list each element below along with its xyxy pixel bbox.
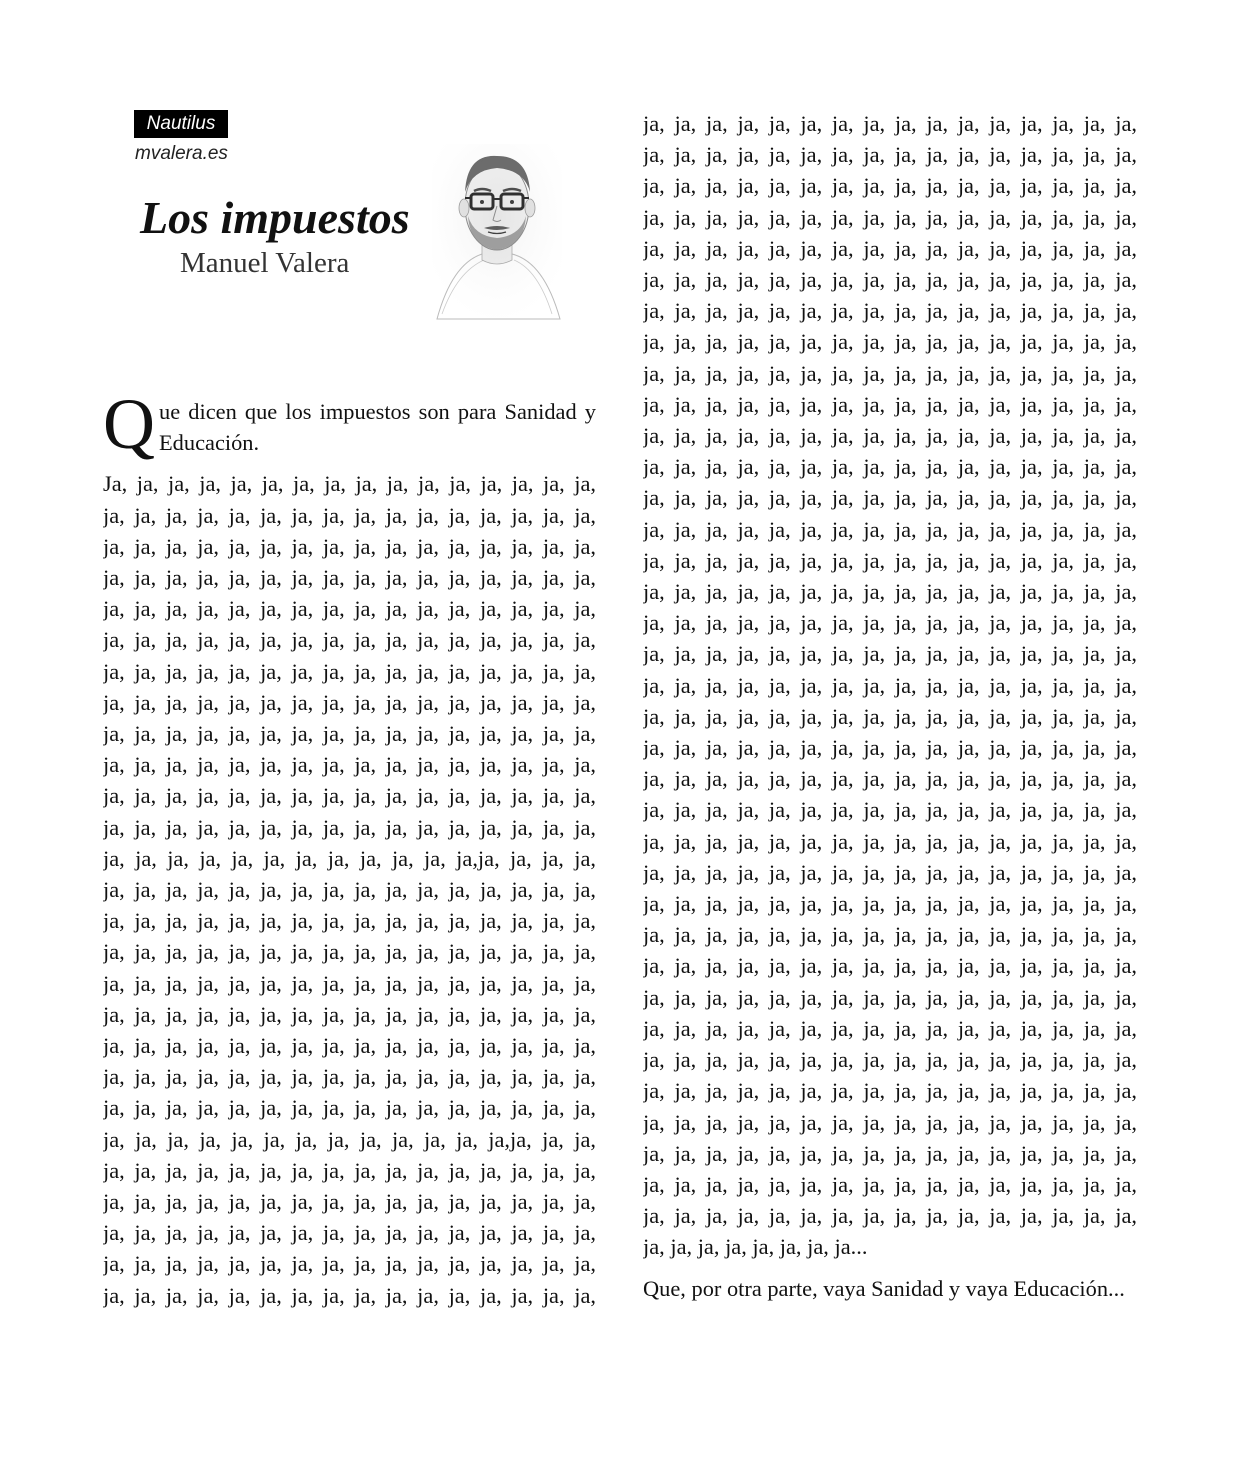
text-line: ja, ja, ja, ja, ja, ja, ja, ja, ja, ja, ja, ja, ja, ja, ja, ja, (103, 877, 596, 903)
drop-cap: Q (103, 384, 155, 464)
text-line: ja, ja, ja, ja, ja, ja, ja, ja, ja, ja, ja, ja, ja, ja, ja, ja, (103, 1189, 596, 1215)
text-line: ja, ja, ja, ja, ja, ja, ja, ja, ja, ja, ja, ja, ja, ja, ja, ja, (643, 859, 1137, 885)
text-line: ja, ja, ja, ja, ja, ja, ja, ja, ja, ja, ja, ja, ja, ja, ja, ja, (103, 1157, 596, 1183)
text-line: ja, ja, ja, ja, ja, ja, ja, ja, ja, ja, ja, ja, ja, ja, ja, ja, (643, 953, 1137, 979)
text-line: ja, ja, ja, ja, ja, ja, ja, ja, ja, ja, ja, ja, ja, ja, ja, ja, (643, 235, 1137, 261)
text-line: ja, ja, ja, ja, ja, ja, ja, ja, ja, ja, ja, ja, ja, ja, ja, ja, (643, 797, 1137, 823)
section-badge: Nautilus (134, 110, 228, 138)
text-line: ja, ja, ja, ja, ja, ja, ja, ja, ja, ja, ja, ja, ja, ja, ja, ja, (103, 1220, 596, 1246)
text-line: ja, ja, ja, ja, ja, ja, ja, ja, ja, ja, ja, ja, ja, ja, ja, ja, (643, 547, 1137, 573)
article-column-left (103, 384, 596, 1311)
text-line: ja, ja, ja, ja, ja, ja, ja, ja, ja, ja, ja, ja,ja, ja, ja, ja, (103, 845, 596, 871)
text-line: ja, ja, ja, ja, ja, ja, ja, ja, ja, ja, ja, ja, ja, ja, ja, ja, (643, 516, 1137, 542)
text-line: ja, ja, ja, ja, ja, ja, ja, ja, ja, ja, ja, ja, ja, ja, ja, ja, (643, 454, 1137, 480)
text-line: ja, ja, ja, ja, ja, ja, ja, ja, ja, ja, ja, ja, ja, ja, ja, ja, (643, 641, 1137, 667)
text-line: ja, ja, ja, ja, ja, ja, ja, ja, ja, ja, ja, ja, ja, ja, ja, ja, (103, 1001, 596, 1027)
text-line: ja, ja, ja, ja, ja, ja, ja, ja, ja, ja, ja, ja, ja, ja, ja, ja, (103, 970, 596, 996)
text-line: ja, ja, ja, ja, ja, ja, ja, ja, ja, ja, ja, ja, ja, ja, ja, ja, (643, 423, 1137, 449)
text-line: ja, ja, ja, ja, ja, ja, ja, ja, ja, ja, ja, ja, ja, ja, ja, ja, (643, 1078, 1137, 1104)
text-line: ja, ja, ja, ja, ja, ja, ja, ja, ja, ja, ja, ja, ja, ja, ja, ja, (643, 984, 1137, 1010)
text-line: ja, ja, ja, ja, ja, ja, ja, ja, ja, ja, ja, ja, ja, ja, ja, ja, (103, 565, 596, 591)
text-line: ja, ja, ja, ja, ja, ja, ja, ja, ja, ja, ja, ja, ja, ja, ja, ja, (103, 1064, 596, 1090)
text-line: ja, ja, ja, ja, ja, ja, ja, ja, ja, ja, ja, ja, ja, ja, ja, ja, (643, 1109, 1137, 1135)
text-line: ja, ja, ja, ja, ja, ja, ja, ja, ja, ja, ja, ja, ja, ja, ja, ja, (643, 1015, 1137, 1041)
text-line: ja, ja, ja, ja, ja, ja, ja, ja, ja, ja, ja, ja, ja,ja, ja, ja, (103, 1126, 596, 1152)
text-line: ja, ja, ja, ja, ja, ja, ja, ja, ja, ja, ja, ja, ja, ja, ja, ja, (103, 783, 596, 809)
text-line: ja, ja, ja, ja, ja, ja, ja, ja, ja, ja, ja, ja, ja, ja, ja, ja, (643, 298, 1137, 324)
text-line: ja, ja, ja, ja, ja, ja, ja, ja, ja, ja, ja, ja, ja, ja, ja, ja, (643, 267, 1137, 293)
text-line: ja, ja, ja, ja, ja, ja, ja, ja, ja, ja, ja, ja, ja, ja, ja, ja, (643, 672, 1137, 698)
text-line: ja, ja, ja, ja, ja, ja, ja, ja, ja, ja, ja, ja, ja, ja, ja, ja, (643, 173, 1137, 199)
text-line: ja, ja, ja, ja, ja, ja, ja, ja, ja, ja, ja, ja, ja, ja, ja, ja, (643, 485, 1137, 511)
text-line: ja, ja, ja, ja, ja, ja, ja, ja, ja, ja, ja, ja, ja, ja, ja, ja, (103, 939, 596, 965)
text-line: ja, ja, ja, ja, ja, ja, ja, ja, ja, ja, ja, ja, ja, ja, ja, ja, (103, 908, 596, 934)
text-line: ja, ja, ja, ja, ja, ja, ja, ja, ja, ja, ja, ja, ja, ja, ja, ja, (643, 828, 1137, 854)
text-line: ja, ja, ja, ja, ja, ja, ja, ja... (643, 1234, 868, 1260)
text-line: ja, ja, ja, ja, ja, ja, ja, ja, ja, ja, ja, ja, ja, ja, ja, ja, (643, 891, 1137, 917)
text-line: ja, ja, ja, ja, ja, ja, ja, ja, ja, ja, ja, ja, ja, ja, ja, ja, (103, 1282, 596, 1308)
text-line: ja, ja, ja, ja, ja, ja, ja, ja, ja, ja, ja, ja, ja, ja, ja, ja, (103, 533, 596, 559)
text-line: ja, ja, ja, ja, ja, ja, ja, ja, ja, ja, ja, ja, ja, ja, ja, ja, (643, 329, 1137, 355)
closing-paragraph: Que, por otra parte, vaya Sanidad y vaya Educación... (643, 1275, 1125, 1301)
text-line: ja, ja, ja, ja, ja, ja, ja, ja, ja, ja, ja, ja, ja, ja, ja, ja, (643, 111, 1137, 136)
text-line: ja, ja, ja, ja, ja, ja, ja, ja, ja, ja, ja, ja, ja, ja, ja, ja, (103, 814, 596, 840)
intro-text: ue dicen que los impuestos son para Sanidad y Educación. (159, 399, 596, 456)
laughter-block-left (103, 468, 596, 1310)
text-line: ja, ja, ja, ja, ja, ja, ja, ja, ja, ja, ja, ja, ja, ja, ja, ja, (643, 1140, 1137, 1166)
author-name: Manuel Valera (180, 247, 350, 279)
text-line: ja, ja, ja, ja, ja, ja, ja, ja, ja, ja, ja, ja, ja, ja, ja, ja, (103, 658, 596, 684)
author-portrait (432, 144, 562, 324)
text-line: ja, ja, ja, ja, ja, ja, ja, ja, ja, ja, ja, ja, ja, ja, ja, ja, (103, 502, 596, 528)
text-line: ja, ja, ja, ja, ja, ja, ja, ja, ja, ja, ja, ja, ja, ja, ja, ja, (103, 627, 596, 653)
article-title: Los impuestos (140, 192, 410, 243)
intro-paragraph (103, 384, 596, 464)
text-line: ja, ja, ja, ja, ja, ja, ja, ja, ja, ja, ja, ja, ja, ja, ja, ja, (643, 579, 1137, 605)
text-line: ja, ja, ja, ja, ja, ja, ja, ja, ja, ja, ja, ja, ja, ja, ja, ja, (643, 360, 1137, 386)
text-line: ja, ja, ja, ja, ja, ja, ja, ja, ja, ja, ja, ja, ja, ja, ja, ja, (103, 1251, 596, 1277)
text-line: ja, ja, ja, ja, ja, ja, ja, ja, ja, ja, ja, ja, ja, ja, ja, ja, (103, 689, 596, 715)
text-line: ja, ja, ja, ja, ja, ja, ja, ja, ja, ja, ja, ja, ja, ja, ja, ja, (643, 922, 1137, 948)
text-line: ja, ja, ja, ja, ja, ja, ja, ja, ja, ja, ja, ja, ja, ja, ja, ja, (643, 1047, 1137, 1073)
laughter-block-right (643, 108, 1137, 1263)
text-line: ja, ja, ja, ja, ja, ja, ja, ja, ja, ja, ja, ja, ja, ja, ja, ja, (643, 766, 1137, 792)
text-line: ja, ja, ja, ja, ja, ja, ja, ja, ja, ja, ja, ja, ja, ja, ja, ja, (103, 1033, 596, 1059)
text-line: ja, ja, ja, ja, ja, ja, ja, ja, ja, ja, ja, ja, ja, ja, ja, ja, (643, 391, 1137, 417)
text-line: ja, ja, ja, ja, ja, ja, ja, ja, ja, ja, ja, ja, ja, ja, ja, ja, (643, 204, 1137, 230)
text-line: Ja, ja, ja, ja, ja, ja, ja, ja, ja, ja, ja, ja, ja, ja, ja, ja, (103, 471, 596, 497)
text-line: ja, ja, ja, ja, ja, ja, ja, ja, ja, ja, ja, ja, ja, ja, ja, ja, (643, 610, 1137, 636)
text-line: ja, ja, ja, ja, ja, ja, ja, ja, ja, ja, ja, ja, ja, ja, ja, ja, (103, 1095, 596, 1121)
text-line: ja, ja, ja, ja, ja, ja, ja, ja, ja, ja, ja, ja, ja, ja, ja, ja, (103, 721, 596, 747)
text-line: ja, ja, ja, ja, ja, ja, ja, ja, ja, ja, ja, ja, ja, ja, ja, ja, (643, 1171, 1137, 1197)
text-line: ja, ja, ja, ja, ja, ja, ja, ja, ja, ja, ja, ja, ja, ja, ja, ja, (643, 1203, 1137, 1229)
text-line: ja, ja, ja, ja, ja, ja, ja, ja, ja, ja, ja, ja, ja, ja, ja, ja, (643, 703, 1137, 729)
site-url: mvalera.es (135, 143, 228, 164)
text-line: ja, ja, ja, ja, ja, ja, ja, ja, ja, ja, ja, ja, ja, ja, ja, ja, (643, 735, 1137, 761)
article-column-right (643, 108, 1137, 1304)
text-line: ja, ja, ja, ja, ja, ja, ja, ja, ja, ja, ja, ja, ja, ja, ja, ja, (103, 752, 596, 778)
text-line: ja, ja, ja, ja, ja, ja, ja, ja, ja, ja, ja, ja, ja, ja, ja, ja, (103, 596, 596, 622)
text-line: ja, ja, ja, ja, ja, ja, ja, ja, ja, ja, ja, ja, ja, ja, ja, ja, (643, 142, 1137, 168)
